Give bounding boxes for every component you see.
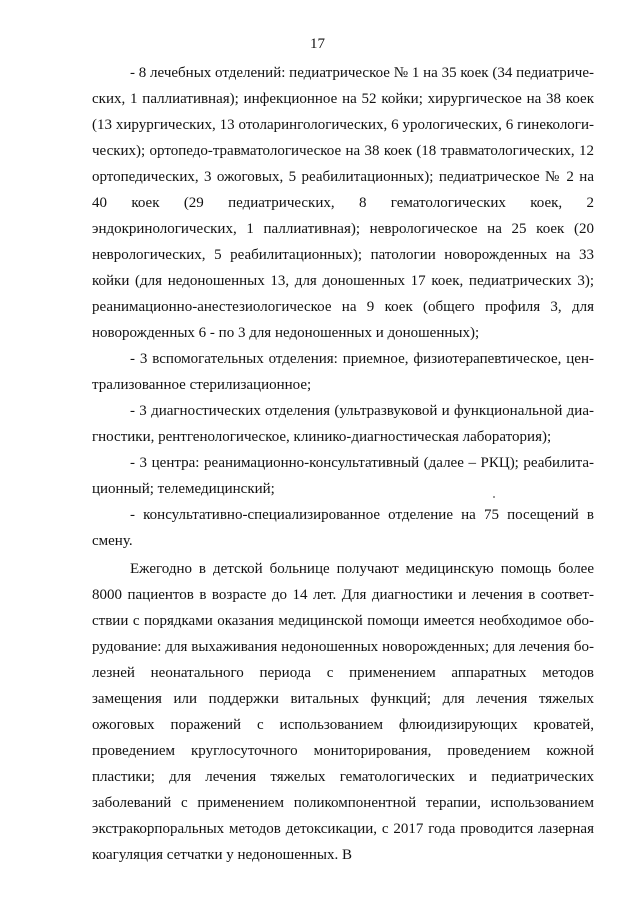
list-item-diagnostic-departments: - 3 диагностических отделения (ультразвуковой и функциональной диагностики, рентгенологическое, клинико-диагностическая лаборатория); [92, 403, 594, 445]
list-item-centers: - 3 центра: реанимационно-консультативный (далее – РКЦ); реабилитационный; телемедицинский; [92, 455, 594, 497]
list-item-consultative-department: - консультативно-специализированное отделение на 75 посещений в смену. [92, 507, 594, 549]
document-body [92, 60, 594, 868]
list-item-treatment-departments: - 8 лечебных отделений: педиатрическое № 1 на 35 коек (34 педиатрических, 1 паллиативная); инфекционное на 52 койки; хирургическое на 38 коек (13 хирургических, 13 отоларингологических, 6 урологических, 6 гинекологических); ортопедо-травматологическое на 38 коек (18 травматологических, 12 ортопедических, 3 ожоговых, 5 реабилитационных); педиатрическое № 2 на 40 коек (29 педиатрических, 8 гематологических коек, 2 эндокринологических, 1 паллиативная); неврологическое на 25 коек (20 неврологических, 5 реабилитационных); патологии новорожденных на 33 койки (для недоношенных 13, для доношенных 17 коек, педиатрических 3); реанимационно-анестезиологическое на 9 коек (общего профиля 3, для новорожденных 6 - по 3 для недоношенных и доношенных); [92, 65, 594, 341]
list-item-auxiliary-departments: - 3 вспомогательных отделения: приемное, физиотерапевтическое, централизованное стерилизационное; [92, 351, 594, 393]
body-paragraph: Ежегодно в детской больнице получают медицинскую помощь более 8000 пациентов в возрасте до 14 лет. Для диагностики и лечения в соответствии с порядками оказания медицинской помощи имеется необходимое оборудование: для выхаживания недоношенных новорожденных; для лечения болезней неонатального периода с применением аппаратных методов замещения или поддержки витальных функций; для лечения тяжелых ожоговых поражений с использованием флюидизирующих кроватей, проведением круглосуточного мониторирования, проведением кожной пластики; для лечения тяжелых гематологических и педиатрических заболеваний с применением поликомпонентной терапии, использованием экстракорпоральных методов детоксикации, с 2017 года проводится лазерная коагуляция сетчатки у недоношенных. В [92, 561, 594, 863]
scan-speck [493, 496, 495, 498]
page-number: 17 [310, 36, 325, 52]
